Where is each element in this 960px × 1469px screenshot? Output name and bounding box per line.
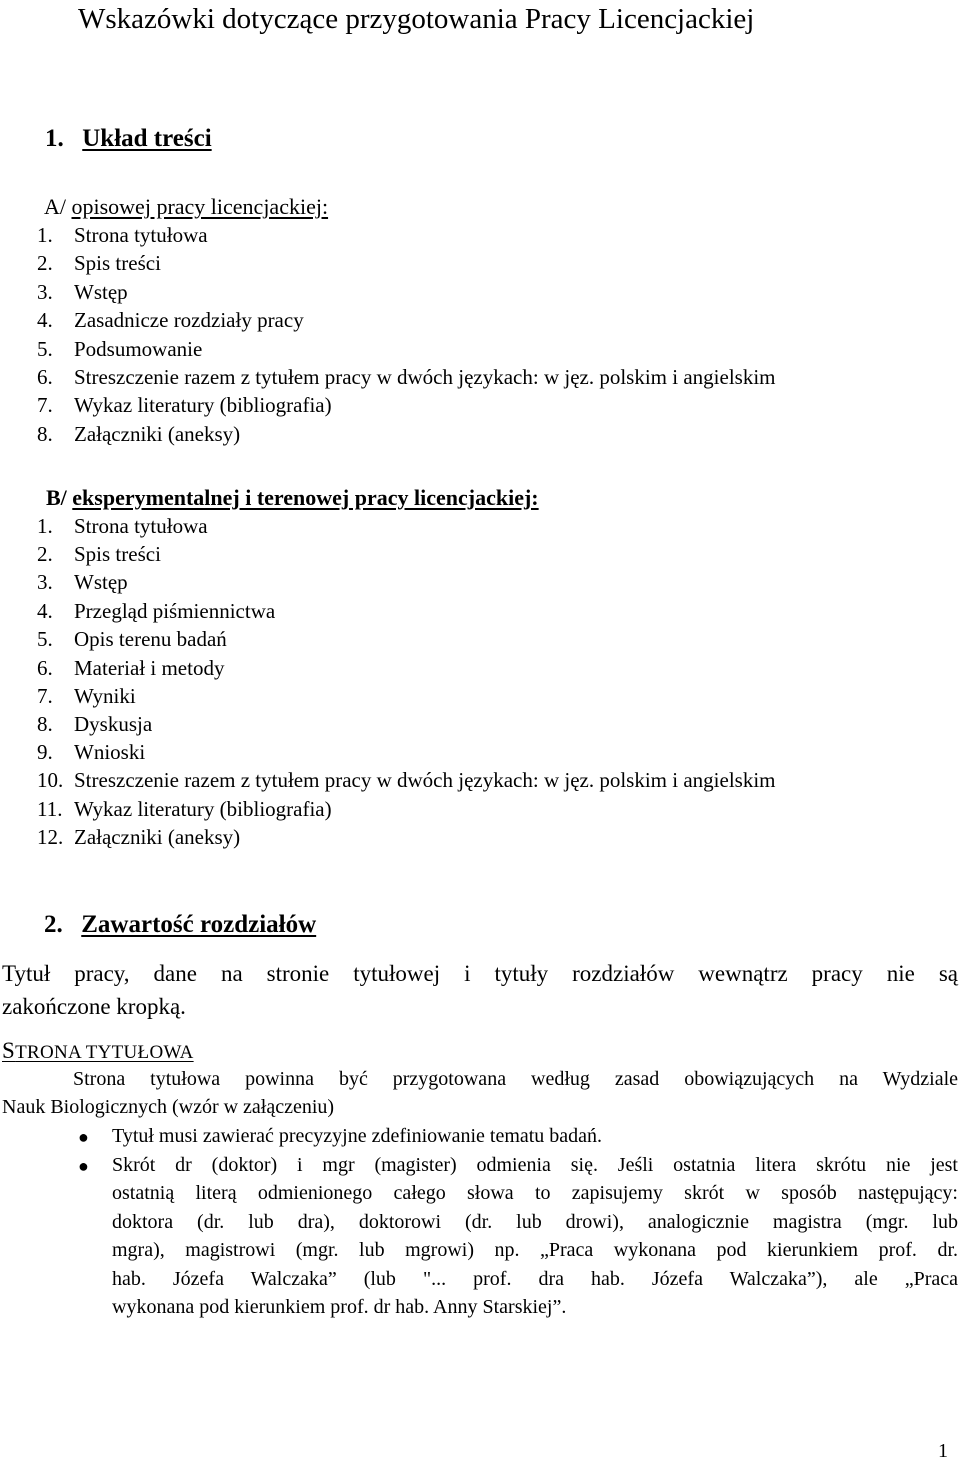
section-2-number: 2. [44, 911, 63, 938]
part-a-item: 7. Wykaz literatury (bibliografia) [37, 393, 332, 417]
title-page-subheading: STRONA TYTUŁOWA [2, 1038, 194, 1063]
bullet-icon: ● [78, 1156, 89, 1176]
part-b-item: 8. Dyskusja [37, 712, 153, 736]
part-a-item: 6. Streszczenie razem z tytułem pracy w dwóch językach: w jęz. polskim i angielskim [37, 365, 776, 389]
section-1-heading [45, 124, 212, 154]
part-a-heading [44, 194, 328, 220]
part-b-title: eksperymentalnej i terenowej pracy licencjackiej: [72, 485, 539, 510]
bullet-item-line: hab. Józefa Walczaka” (lub "... prof. dra hab. Józefa Walczaka”), ale „Praca [112, 1268, 958, 1290]
part-b-item: 1. Strona tytułowa [37, 514, 208, 538]
part-a-title: opisowej pracy licencjackiej: [71, 194, 329, 219]
part-a-item: 5. Podsumowanie [37, 337, 203, 361]
part-a-item: 4. Zasadnicze rozdziały pracy [37, 308, 304, 332]
bullet-icon: ● [78, 1127, 89, 1147]
part-a-item: 3. Wstęp [37, 280, 128, 304]
section-1-title: Układ treści [82, 125, 212, 152]
part-a-prefix: A/ [44, 194, 66, 219]
bullet-item-line: mgra), magistrowi (mgr. lub mgrowi) np. „Praca wykonana pod kierunkiem prof. dr. [112, 1239, 958, 1261]
part-b-heading [46, 485, 539, 511]
bullet-item-line: doktora (dr. lub dra), doktorowi (dr. lub drowi), analogicznie magistra (mgr. lub [112, 1211, 958, 1233]
section-1-number: 1. [45, 125, 64, 152]
section-2-intro-line: Tytuł pracy, dane na stronie tytułowej i tytuły rozdziałów wewnątrz pracy nie są [2, 961, 958, 986]
bullet-item-line: wykonana pod kierunkiem prof. dr hab. Anny Starskiej”. [112, 1296, 567, 1318]
part-b-prefix: B/ [46, 485, 67, 510]
document-title: Wskazówki dotyczące przygotowania Pracy Licencjackiej [78, 3, 755, 35]
bullet-item-line: ostatnią literą odmienionego całego słowa to zapisujemy skrót w sposób następujący: [112, 1182, 958, 1204]
part-b-item: 10. Streszczenie razem z tytułem pracy w dwóch językach: w jęz. polskim i angielskim [37, 768, 776, 792]
part-b-item: 4. Przegląd piśmiennictwa [37, 599, 276, 623]
part-a-item: 8. Załączniki (aneksy) [37, 422, 241, 446]
part-b-item: 6. Materiał i metody [37, 656, 225, 680]
bullet-item: Tytuł musi zawierać precyzyjne zdefiniowanie tematu badań. [112, 1125, 603, 1147]
part-b-item: 7. Wyniki [37, 684, 136, 708]
section-2-intro-line: zakończone kropką. [2, 994, 186, 1019]
part-b-item: 12. Załączniki (aneksy) [37, 825, 241, 849]
title-page-paragraph-line: Nauk Biologicznych (wzór w załączeniu) [2, 1096, 335, 1118]
section-2-heading [44, 910, 316, 940]
part-b-item: 5. Opis terenu badań [37, 627, 227, 651]
part-a-item: 1. Strona tytułowa [37, 223, 208, 247]
page-number: 1 [938, 1440, 948, 1462]
title-page-paragraph-line: Strona tytułowa powinna być przygotowana według zasad obowiązujących na Wydziale [73, 1068, 958, 1090]
part-b-item: 9. Wnioski [37, 740, 146, 764]
part-b-item: 11. Wykaz literatury (bibliografia) [37, 797, 332, 821]
part-b-item: 3. Wstęp [37, 570, 128, 594]
bullet-item-line: Skrót dr (doktor) i mgr (magister) odmienia się. Jeśli ostatnia litera skrótu nie jest [112, 1154, 958, 1176]
section-2-title: Zawartość rozdziałów [81, 911, 317, 938]
part-a-item: 2. Spis treści [37, 251, 161, 275]
part-b-item: 2. Spis treści [37, 542, 161, 566]
